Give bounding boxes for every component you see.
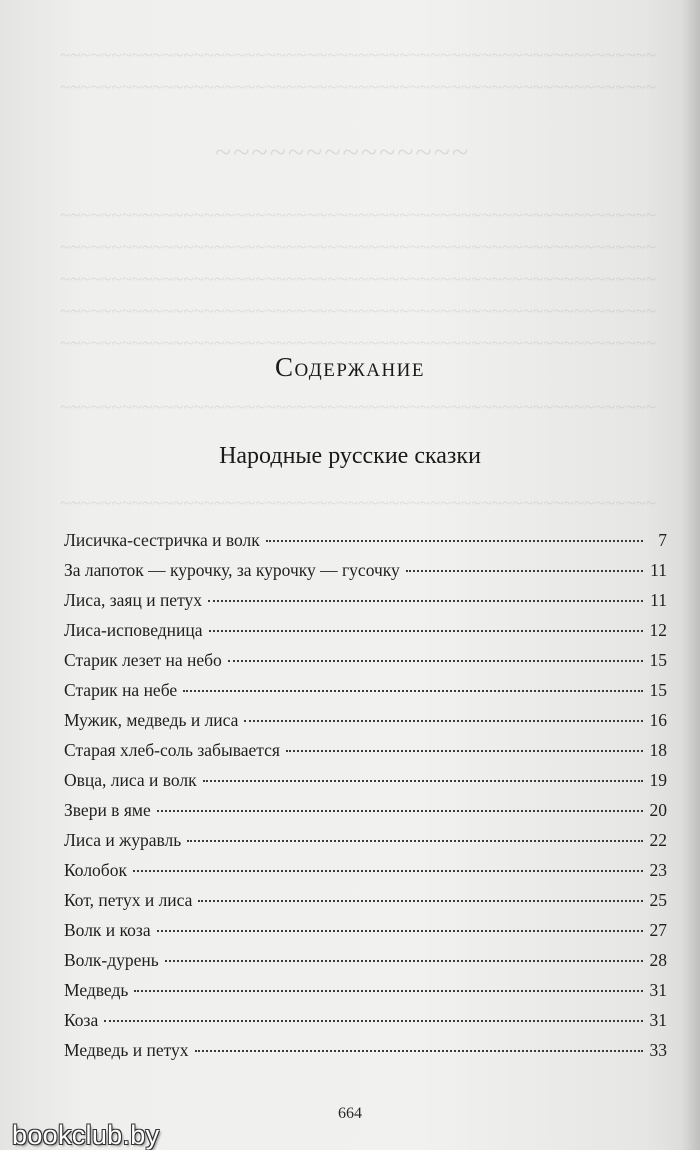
toc-entry-title: Старик лезет на небо [64, 650, 222, 670]
toc-entry[interactable] [64, 620, 667, 650]
contents-heading: Содержание [274, 352, 426, 382]
dot-leader [406, 570, 643, 572]
dot-leader [134, 990, 643, 992]
toc-entry-title: Волк-дурень [64, 950, 159, 970]
toc-entry[interactable] [64, 800, 667, 830]
toc-entry[interactable] [64, 680, 667, 710]
dot-leader [198, 900, 643, 902]
toc-entry-title: Лиса и журавль [64, 830, 182, 850]
toc-entry-page: 15 [649, 680, 667, 700]
toc-entry-title: Старик на небе [64, 680, 178, 700]
watermark-logo: bookclub.by [12, 1120, 160, 1150]
dot-leader [195, 1050, 643, 1052]
dot-leader [228, 660, 643, 662]
toc-entry[interactable] [64, 1010, 667, 1040]
page-edge-shadow [682, 0, 700, 1150]
toc-entry-page: 31 [649, 1010, 667, 1030]
toc-entry[interactable] [64, 560, 667, 590]
dot-leader [104, 1020, 643, 1022]
toc-entry[interactable] [64, 590, 667, 620]
toc-entry-title: Старая хлеб-соль забывается [64, 740, 280, 760]
dot-leader [266, 540, 643, 542]
toc-entry[interactable] [64, 650, 667, 680]
toc-entry-page: 28 [649, 950, 667, 970]
toc-entry-page: 22 [649, 830, 667, 850]
toc-entry-page: 27 [649, 920, 667, 940]
toc-entry-page: 33 [649, 1040, 667, 1060]
toc-entry-title: Кот, петух и лиса [64, 890, 193, 910]
toc-entry-title: Медведь и петух [64, 1040, 189, 1060]
toc-entry-title: Мужик, медведь и лиса [64, 710, 239, 730]
toc-entry-page: 7 [658, 530, 667, 550]
toc-entry-title: Лисичка-сестричка и волк [64, 530, 260, 550]
show-through-heading: ~~~~~~~~~~~~~~ [215, 136, 471, 169]
toc-entry-page: 31 [649, 980, 667, 1000]
show-through-text: ~~~~~~~~~~~~~~~~~~~~~~~~~~~~~~~~~~~~~~~~~~~~~~~~~~~~~~~~~~ [60, 205, 657, 226]
show-through-text: ~~~~~~~~~~~~~~~~~~~~~~~~~~~~~~~~~~~~~~~~~~~~~~~~~~~~~~~~~~ [60, 397, 657, 418]
dot-leader [208, 600, 643, 602]
toc-entry[interactable] [64, 530, 667, 560]
toc-entry[interactable] [64, 950, 667, 980]
toc-entry[interactable] [64, 890, 667, 920]
toc-entry[interactable] [64, 740, 667, 770]
show-through-text: ~~~~~~~~~~~~~~~~~~~~~~~~~~~~~~~~~~~~~~~~~~~~~~~~~~~~~~~~~~ [60, 237, 657, 258]
page-number: 664 [338, 1105, 362, 1122]
toc-entry-page: 25 [649, 890, 667, 910]
dot-leader [286, 750, 643, 752]
toc-entry-page: 12 [649, 620, 667, 640]
dot-leader [244, 720, 643, 722]
section-title: Народные русские сказки [219, 443, 481, 469]
toc-entry-title: Медведь [64, 980, 129, 1000]
dot-leader [157, 930, 643, 932]
toc-entry-page: 18 [649, 740, 667, 760]
toc-entry[interactable] [64, 860, 667, 890]
dot-leader [157, 810, 643, 812]
toc-entry-title: Колобок [64, 860, 127, 880]
dot-leader [183, 690, 643, 692]
toc-entry-title: Волк и коза [64, 920, 151, 940]
toc-entry-page: 11 [650, 560, 667, 580]
toc-entry[interactable] [64, 980, 667, 1010]
toc-entry-page: 19 [649, 770, 667, 790]
show-through-text: ~~~~~~~~~~~~~~~~~~~~~~~~~~~~~~~~~~~~~~~~~~~~~~~~~~~~~~~~~~ [60, 493, 657, 514]
dot-leader [203, 780, 643, 782]
toc-entry-title: Лиса-исповедница [64, 620, 203, 640]
toc-entry-title: Звери в яме [64, 800, 151, 820]
toc-entry-page: 20 [649, 800, 667, 820]
toc-entry-title: Коза [64, 1010, 99, 1030]
toc-entry[interactable] [64, 770, 667, 800]
toc-entry-title: Лиса, заяц и петух [64, 590, 202, 610]
toc-entry[interactable] [64, 830, 667, 860]
toc-entry[interactable] [64, 920, 667, 950]
toc-entry[interactable] [64, 1040, 667, 1070]
toc-entry[interactable] [64, 710, 667, 740]
show-through-text: ~~~~~~~~~~~~~~~~~~~~~~~~~~~~~~~~~~~~~~~~~~~~~~~~~~~~~~~~~~ [60, 301, 657, 322]
show-through-text: ~~~~~~~~~~~~~~~~~~~~~~~~~~~~~~~~~~~~~~~~~~~~~~~~~~~~~~~~~~ [60, 269, 657, 290]
show-through-text: ~~~~~~~~~~~~~~~~~~~~~~~~~~~~~~~~~~~~~~~~~~~~~~~~~~~~~~~~~~ [60, 45, 657, 66]
toc-entry-page: 15 [649, 650, 667, 670]
dot-leader [165, 960, 643, 962]
dot-leader [187, 840, 643, 842]
toc-entry-title: Овца, лиса и волк [64, 770, 197, 790]
toc-entry-page: 16 [649, 710, 667, 730]
dot-leader [209, 630, 643, 632]
toc-entry-page: 11 [650, 590, 667, 610]
show-through-text: ~~~~~~~~~~~~~~~~~~~~~~~~~~~~~~~~~~~~~~~~~~~~~~~~~~~~~~~~~~ [60, 77, 657, 98]
dot-leader [133, 870, 643, 872]
toc-entry-title: За лапоток — курочку, за курочку — гусочку [64, 560, 400, 580]
show-through-text: ~~~~~~~~~~~~~~~~~~~~~~~~~~~~~~~~~~~~~~~~~~~~~~~~~~~~~~~~~~ [60, 333, 657, 354]
toc-entry-page: 23 [649, 860, 667, 880]
table-of-contents [64, 530, 667, 1070]
